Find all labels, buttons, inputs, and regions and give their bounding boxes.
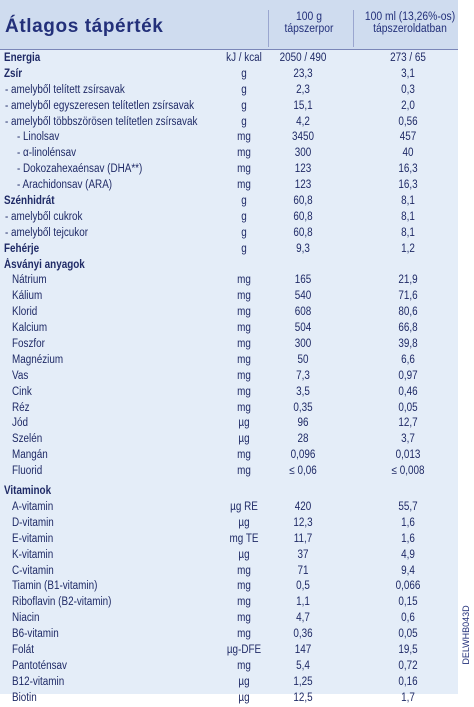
nutrient-name: Réz [12,401,30,414]
value-100ml: 1,2 [401,242,415,255]
value-100g: 420 [294,500,312,513]
value-100ml: 0,97 [398,369,418,382]
unit-cell: µg [238,675,250,688]
table-row [0,448,458,464]
unit-cell: mg [237,179,251,192]
unit-cell: g [241,242,247,255]
nutrient-name: - Arachidonsav (ARA) [17,179,113,192]
table-row [0,627,458,643]
unit-cell: g [241,99,247,112]
nutrient-name: - amelyből cukrok [5,210,83,223]
value-100g: 0,096 [290,449,316,462]
unit-cell: mg [237,163,251,176]
unit-cell: mg [237,290,251,303]
value-100ml: 8,1 [401,195,415,208]
table-row [0,595,458,611]
header-rule [0,49,458,50]
value-100g: 12,3 [293,516,313,529]
value-100g: 15,1 [293,99,313,112]
nutrient-name: D-vitamin [12,516,54,529]
nutrient-name: Foszfor [12,338,45,351]
unit-cell: g [241,67,247,80]
unit-cell: mg [237,338,251,351]
value-100ml: 0,05 [398,628,418,641]
value-100g: 2050 / 490 [279,52,327,64]
unit-cell: g [241,83,247,96]
value-100ml: 40 [402,147,414,160]
nutrient-name: Zsír [4,67,23,80]
nutrient-name: E-vitamin [12,532,54,545]
table-row [0,579,458,595]
unit-cell: g [241,115,247,128]
table-row [0,532,458,548]
table-row [0,385,458,401]
value-100ml: 3,1 [401,67,415,80]
table-row [0,416,458,432]
nutrient-name: B12-vitamin [12,675,65,688]
value-100g: 5,4 [296,659,310,672]
table-row [0,564,458,580]
value-100g: 300 [294,147,312,160]
table-row [0,289,458,305]
table-row [0,130,458,146]
value-100g: ≤ 0,06 [289,465,317,478]
nutrient-name: Vas [12,369,29,382]
table-row [0,178,458,194]
table-row [0,548,458,564]
value-100g: 96 [297,417,309,430]
unit-cell: mg [237,612,251,625]
nutrient-name: A-vitamin [12,500,54,513]
unit-cell: µg-DFE [226,643,262,656]
unit-cell: mg [237,306,251,319]
nutrient-name: - amelyből többszörösen telítetlen zsírsavak [5,115,198,128]
nutrient-name: Folát [12,643,34,656]
value-100g: 3,5 [296,385,310,398]
value-100ml: 0,16 [398,675,418,688]
nutrient-name: B6-vitamin [12,628,59,641]
value-100ml: 66,8 [398,322,418,335]
value-100ml: 55,7 [398,500,418,513]
value-100ml: ≤ 0,008 [391,465,425,478]
value-100g: 1,1 [296,596,310,609]
value-100g: 7,3 [296,369,310,382]
value-100ml: 1,6 [401,516,415,529]
nutrient-name: Klorid [12,306,38,319]
nutrient-name: - amelyből egyszeresen telítetlen zsírsavak [5,99,195,112]
value-100g: 37 [297,548,309,561]
unit-cell: µg RE [230,500,258,513]
column-divider [268,10,269,47]
value-100g: 9,3 [296,242,310,255]
unit-cell: mg [237,353,251,366]
table-row [0,51,458,67]
value-100ml: 457 [399,131,417,144]
value-100ml: 2,0 [401,99,415,112]
unit-cell: mg [237,596,251,609]
column-header-100ml-line1: 100 ml (13,26%-os) [364,11,456,23]
unit-cell: µg [238,548,250,561]
value-100ml: 21,9 [398,274,418,287]
value-100g: 123 [294,179,312,192]
table-row [0,643,458,659]
unit-cell: mg [237,147,251,160]
value-100g: 4,7 [296,612,310,625]
unit-cell: mg [237,659,251,672]
table-row [0,162,458,178]
value-100ml: 0,05 [398,401,418,414]
value-100ml: 1,7 [401,691,415,704]
table-row [0,99,458,115]
nutrient-name: Cink [12,385,32,398]
page-title: Átlagos tápérték [5,16,164,37]
nutrient-name: Kálium [12,290,43,303]
value-100g: 28 [297,433,309,446]
value-100g: 60,8 [293,210,313,223]
value-100ml: 16,3 [398,163,418,176]
table-row [0,691,458,707]
nutrient-name: - α-linolénsav [17,147,77,160]
value-100ml: 8,1 [401,226,415,239]
unit-cell: mg [237,322,251,335]
column-header-100g [274,11,344,35]
nutrient-name: Tiamin (B1-vitamin) [12,580,98,593]
nutrient-name: Fehérje [4,242,40,255]
column-divider [353,10,354,47]
value-100ml: 16,3 [398,179,418,192]
table-row [0,500,458,516]
value-100g: 300 [294,338,312,351]
column-header-100g-line1: 100 g [296,11,322,23]
unit-cell: mg TE [229,532,259,545]
table-row [0,464,458,480]
nutrient-name: Biotin [12,691,37,704]
table-row [0,194,458,210]
table-header [0,0,458,49]
nutrient-name: - amelyből tejcukor [5,226,89,239]
unit-cell: mg [237,369,251,382]
value-100g: 50 [297,353,309,366]
value-100ml: 0,46 [398,385,418,398]
table-row [0,337,458,353]
value-100g: 608 [294,306,312,319]
value-100ml: 0,066 [395,580,421,593]
value-100ml: 0,15 [398,596,418,609]
value-100g: 1,25 [293,675,313,688]
value-100g: 540 [294,290,312,303]
nutrient-name: Magnézium [12,353,64,366]
column-header-100ml [361,11,460,35]
value-100g: 0,5 [296,580,310,593]
product-code [459,585,473,685]
value-100g: 3450 [291,131,315,144]
unit-cell: kJ / kcal [226,52,262,64]
value-100g: 504 [294,322,312,335]
value-100ml: 19,5 [398,643,418,656]
value-100g: 0,35 [293,401,313,414]
product-code-text: DELWHB043D [461,605,471,665]
table-row [0,401,458,417]
nutrient-name: Pantoténsav [12,659,67,672]
value-100g: 71 [297,564,309,577]
table-row [0,484,458,500]
table-row [0,210,458,226]
table-row [0,258,458,274]
unit-cell: mg [237,580,251,593]
table-row [0,321,458,337]
table-row [0,305,458,321]
table-row [0,611,458,627]
value-100ml: 9,4 [401,564,415,577]
nutrient-name: Szénhidrát [4,195,55,208]
value-100ml: 0,56 [398,115,418,128]
nutrition-table-body [0,51,458,707]
nutrient-name: - Linolsav [17,131,60,144]
value-100ml: 0,013 [395,449,421,462]
table-row [0,67,458,83]
table-row [0,273,458,289]
unit-cell: g [241,226,247,239]
value-100ml: 39,8 [398,338,418,351]
value-100g: 165 [294,274,312,287]
nutrient-name: Ásványi anyagok [4,258,85,271]
value-100ml: 71,6 [398,290,418,303]
value-100g: 12,5 [293,691,313,704]
value-100g: 11,7 [293,532,313,545]
column-header-100ml-line2: tápszeroldatban [373,23,447,35]
nutrient-name: Fluorid [12,465,43,478]
value-100ml: 8,1 [401,210,415,223]
value-100g: 23,3 [293,67,313,80]
table-row [0,242,458,258]
value-100g: 0,36 [293,628,313,641]
table-row [0,516,458,532]
value-100ml: 3,7 [401,433,415,446]
value-100ml: 0,6 [401,612,415,625]
unit-cell: µg [238,691,250,704]
nutrient-name: Nátrium [12,274,47,287]
nutrient-name: Kalcium [12,322,48,335]
value-100ml: 12,7 [398,417,418,430]
nutrient-name: - Dokozahexaénsav (DHA**) [17,163,143,176]
unit-cell: µg [238,417,250,430]
unit-cell: g [241,195,247,208]
value-100g: 147 [294,643,312,656]
table-row [0,432,458,448]
unit-cell: mg [237,465,251,478]
table-row [0,146,458,162]
unit-cell: µg [238,516,250,529]
column-header-100g-line2: tápszerpor [284,23,334,35]
nutrient-name: Mangán [12,449,48,462]
unit-cell: g [241,210,247,223]
value-100ml: 273 / 65 [390,52,426,64]
nutrient-name: Riboflavin (B2-vitamin) [12,596,112,609]
table-row [0,115,458,131]
table-row [0,369,458,385]
nutrient-name: Niacin [12,612,40,625]
unit-cell: mg [237,131,251,144]
nutrient-name: K-vitamin [12,548,54,561]
unit-cell: mg [237,449,251,462]
nutrient-name: C-vitamin [12,564,54,577]
unit-cell: mg [237,274,251,287]
nutrient-name: Vitaminok [4,485,52,498]
value-100g: 60,8 [293,195,313,208]
table-row [0,226,458,242]
value-100ml: 4,9 [401,548,415,561]
value-100g: 123 [294,163,312,176]
value-100ml: 1,6 [401,532,415,545]
nutrient-name: - amelyből telített zsírsavak [5,83,125,96]
unit-cell: mg [237,401,251,414]
value-100g: 2,3 [296,83,310,96]
table-row [0,353,458,369]
unit-cell: mg [237,628,251,641]
value-100ml: 80,6 [398,306,418,319]
value-100g: 4,2 [296,115,310,128]
value-100ml: 6,6 [401,353,415,366]
nutrient-name: Szelén [12,433,43,446]
nutrient-name: Energia [4,52,41,64]
nutrient-name: Jód [12,417,28,430]
value-100g: 60,8 [293,226,313,239]
table-row [0,675,458,691]
value-100ml: 0,3 [401,83,415,96]
table-row [0,83,458,99]
unit-cell: µg [238,433,250,446]
value-100ml: 0,72 [398,659,418,672]
unit-cell: mg [237,385,251,398]
unit-cell: mg [237,564,251,577]
table-row [0,659,458,675]
